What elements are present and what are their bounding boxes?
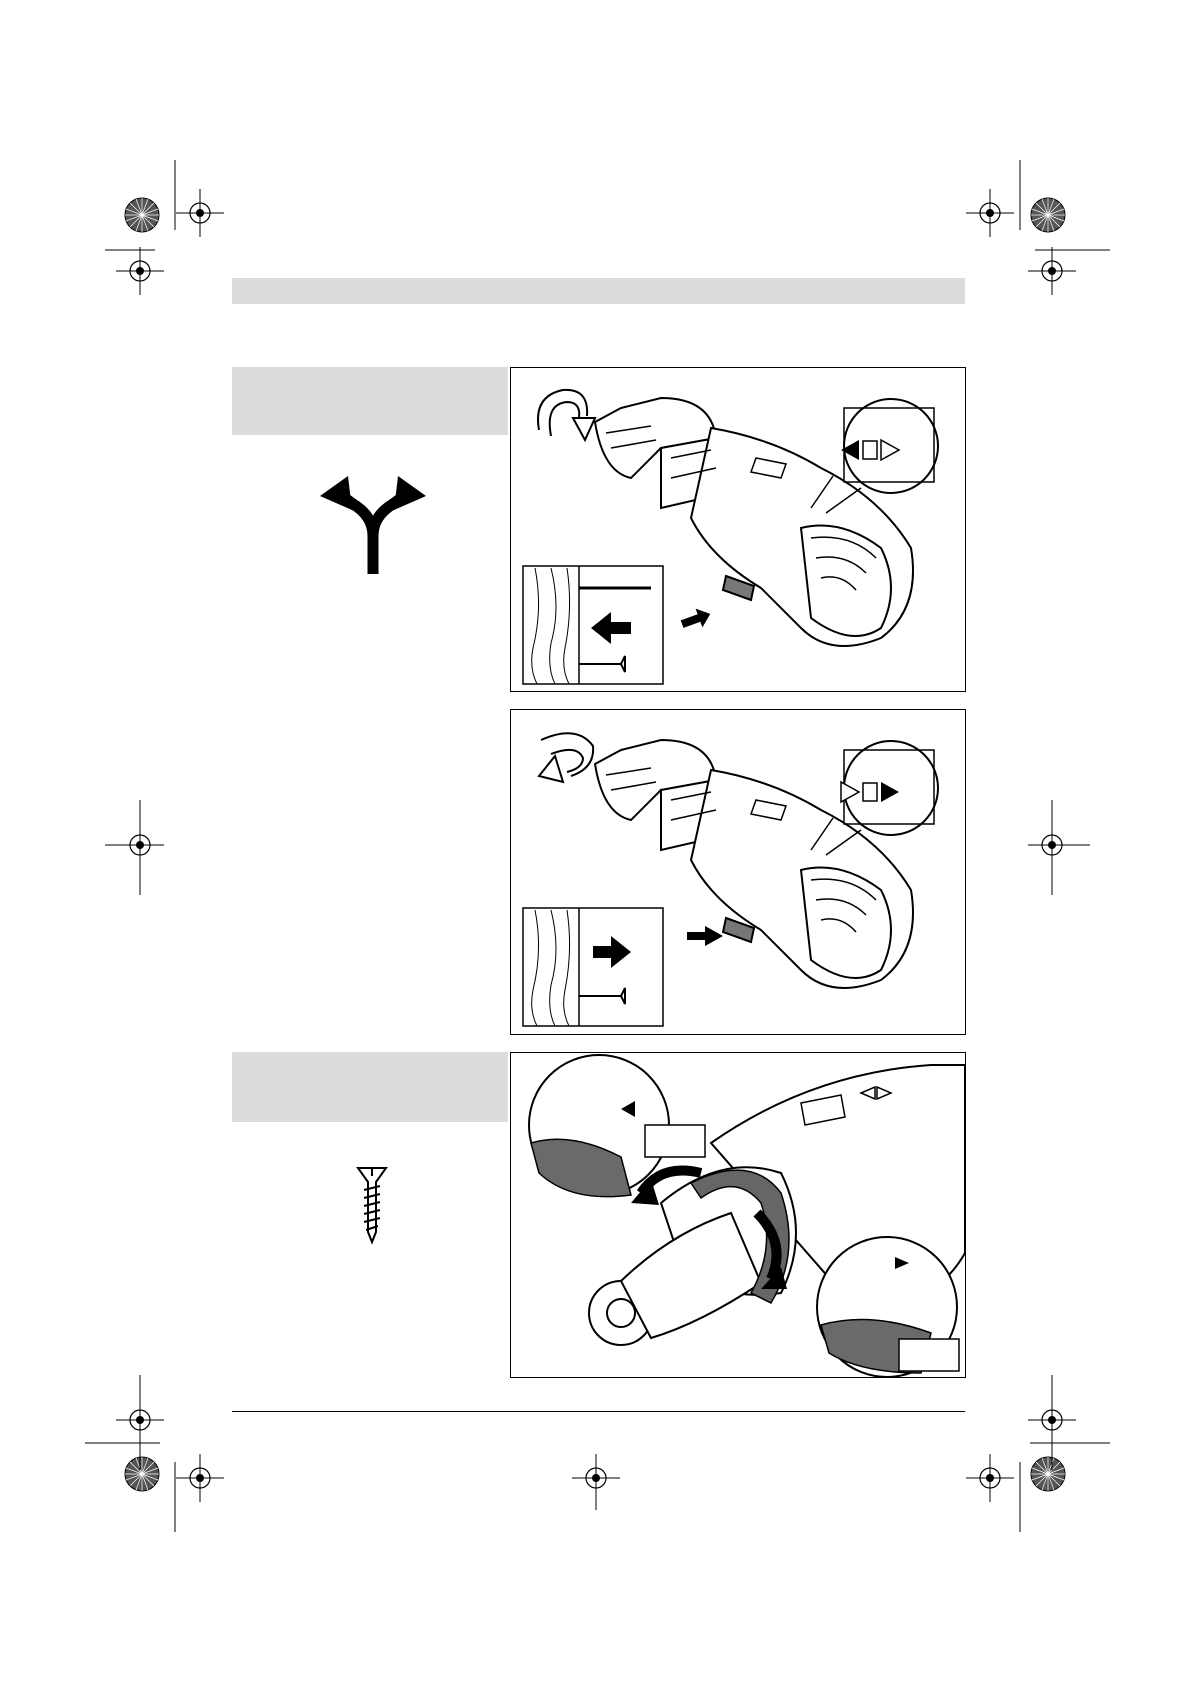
rotation-arrow-icon [538,390,595,440]
section-label-box-2 [232,1052,508,1122]
drill-illustration [511,368,965,691]
registration-mark-icon [966,189,1014,237]
color-target-icon [1031,198,1065,232]
rotation-arrow-icon [539,733,593,782]
color-target-icon [125,198,159,232]
color-target-icon [1031,1457,1065,1491]
torque-setting-figure [510,1052,966,1378]
drill-illustration [511,710,965,1034]
header-bar [232,278,965,304]
direction-switch-icon [318,476,428,576]
color-target-icon [125,1457,159,1491]
drill-illustration [511,1053,965,1377]
registration-mark-icon [1028,247,1076,295]
section-label-box-1 [232,367,508,435]
registration-mark-icon [176,189,224,237]
registration-mark-icon [176,1454,224,1502]
registration-mark-icon [966,1454,1014,1502]
callout-box-1 [645,1125,705,1157]
screw-icon [356,1166,388,1246]
registration-mark-icon [116,247,164,295]
forward-rotation-figure [510,709,966,1035]
reverse-rotation-figure [510,367,966,692]
callout-box-2 [899,1339,959,1371]
footer-rule [232,1411,965,1412]
